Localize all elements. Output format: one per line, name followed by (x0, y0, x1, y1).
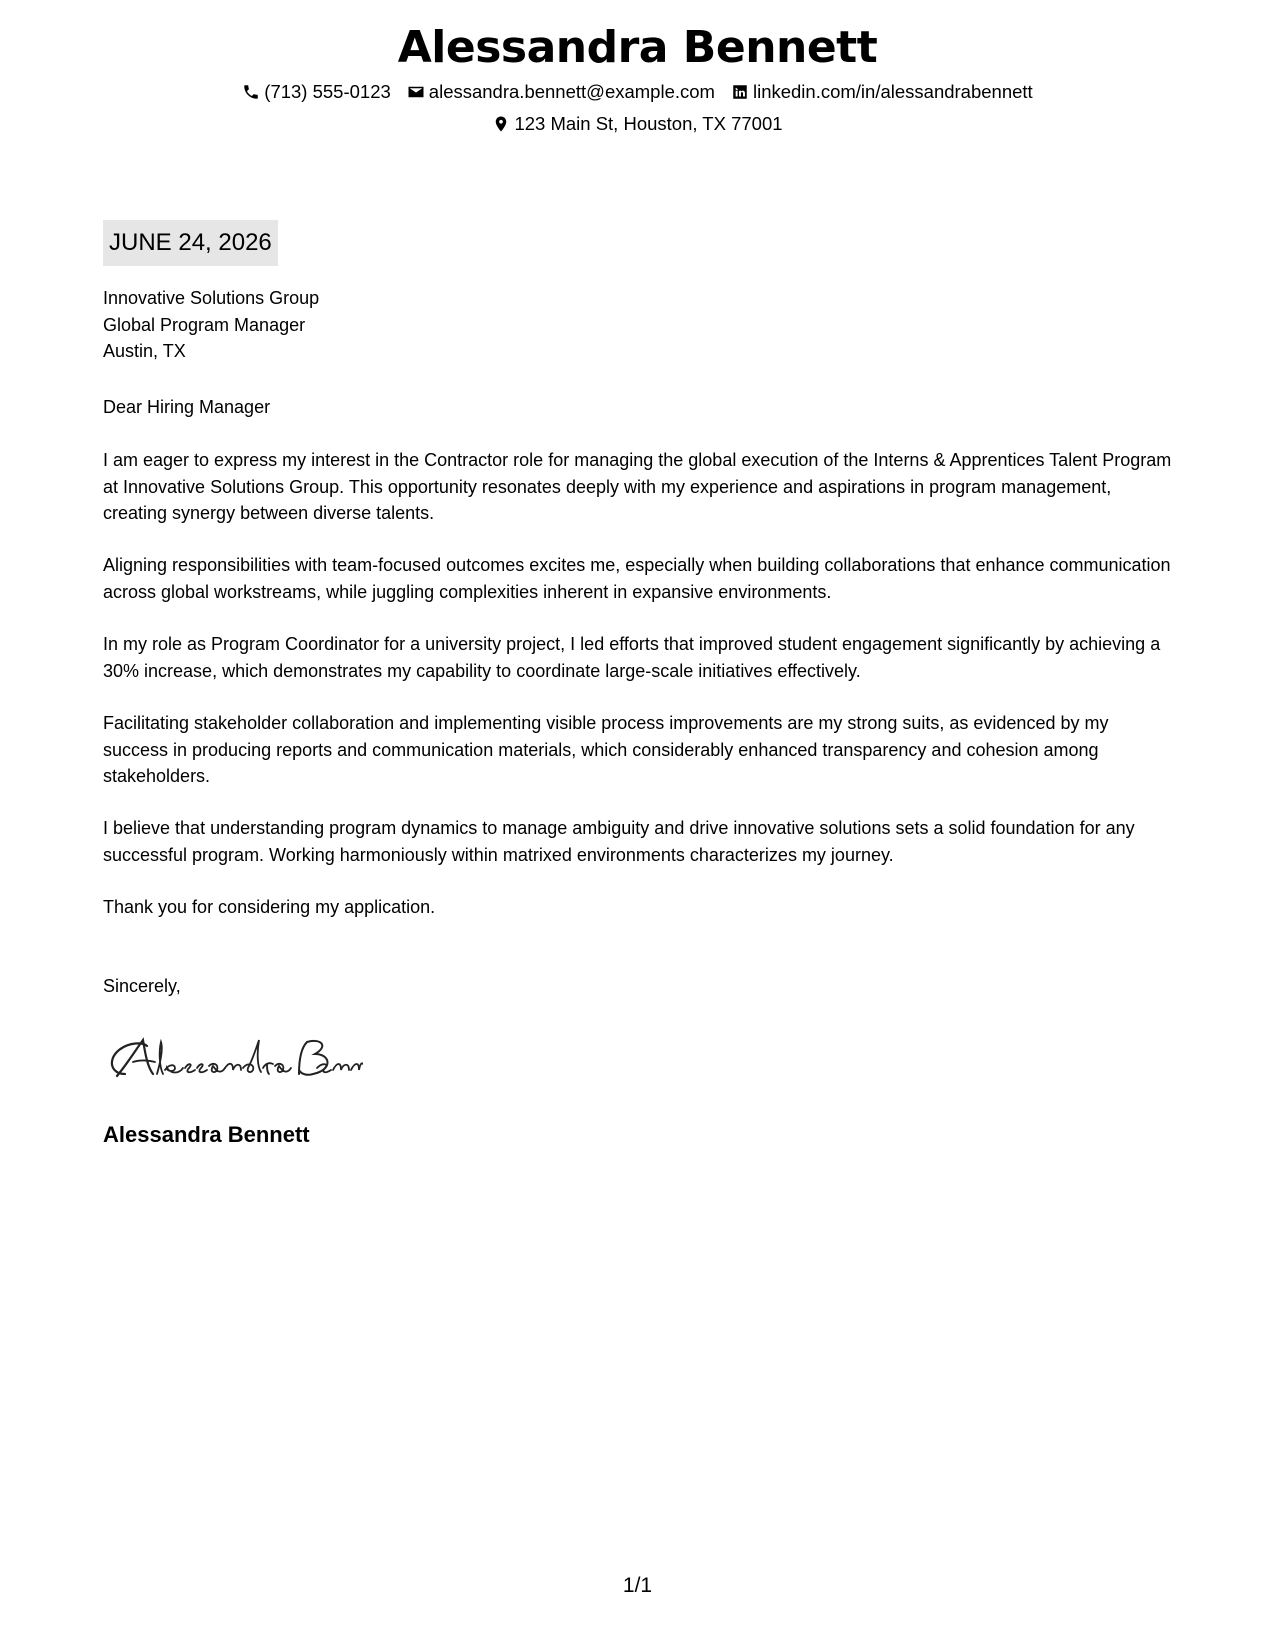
contact-address (492, 112, 782, 136)
body-paragraph-3: In my role as Program Coordinator for a university project, I led efforts that improved student engagement significantly by achieving a 30% increase, which demonstrates my capability to coordinate large-scale initiatives effectively. (103, 634, 1161, 681)
body-paragraph-4: Facilitating stakeholder collaboration and implementing visible process improvements are my strong suits, as evidenced by my success in producing reports and communication materials, which considerably enhanced transparency and cohesion among stakeholders. (103, 713, 1109, 786)
signoff: Sincerely, (103, 976, 181, 996)
body-paragraph-1: I am eager to express my interest in the Contractor role for managing the global execution of the Interns & Apprentices Talent Program at Innovative Solutions Group. This opportunity resonates deeply with my experience and aspirations in program management, creating synergy between diverse talents. (103, 450, 1172, 523)
signer-name: Alessandra Bennett (103, 1122, 310, 1147)
contact-row-address (0, 112, 1275, 136)
address-text: 123 Main St, Houston, TX 77001 (514, 113, 783, 134)
email-link[interactable]: alessandra.bennett@example.com (428, 81, 715, 102)
phone-text: (713) 555-0123 (264, 81, 391, 102)
letter-date: JUNE 24, 2026 (103, 220, 278, 266)
body-paragraph-5: I believe that understanding program dynamics to manage ambiguity and drive innovative solutions sets a solid foundation for any successful program. Working harmoniously within matrixed environments characterizes my journey. (103, 818, 1135, 865)
applicant-name: Alessandra Bennett (397, 22, 878, 73)
salutation: Dear Hiring Manager (103, 397, 271, 417)
phone-icon (242, 83, 260, 101)
contact-email[interactable] (407, 80, 715, 104)
closing-thanks: Thank you for considering my application. (103, 897, 436, 917)
body-paragraph-2: Aligning responsibilities with team-focused outcomes excites me, especially when building collaborations that enhance communication across global workstreams, while juggling complexities inherent in expansive environments. (103, 555, 1171, 602)
page-number: 1/1 (622, 1574, 653, 1597)
recipient-location: Austin, TX (103, 341, 186, 361)
recipient-company: Innovative Solutions Group (103, 288, 320, 308)
contact-linkedin[interactable] (731, 80, 1033, 104)
linkedin-icon (731, 83, 749, 101)
envelope-icon (407, 83, 425, 101)
linkedin-link[interactable]: linkedin.com/in/alessandrabennett (752, 81, 1033, 102)
contact-phone (242, 80, 391, 104)
recipient-block (103, 285, 1173, 365)
map-pin-icon (492, 115, 510, 133)
contact-row-primary (0, 80, 1275, 104)
recipient-title: Global Program Manager (103, 314, 306, 335)
handwritten-signature (103, 1030, 363, 1086)
